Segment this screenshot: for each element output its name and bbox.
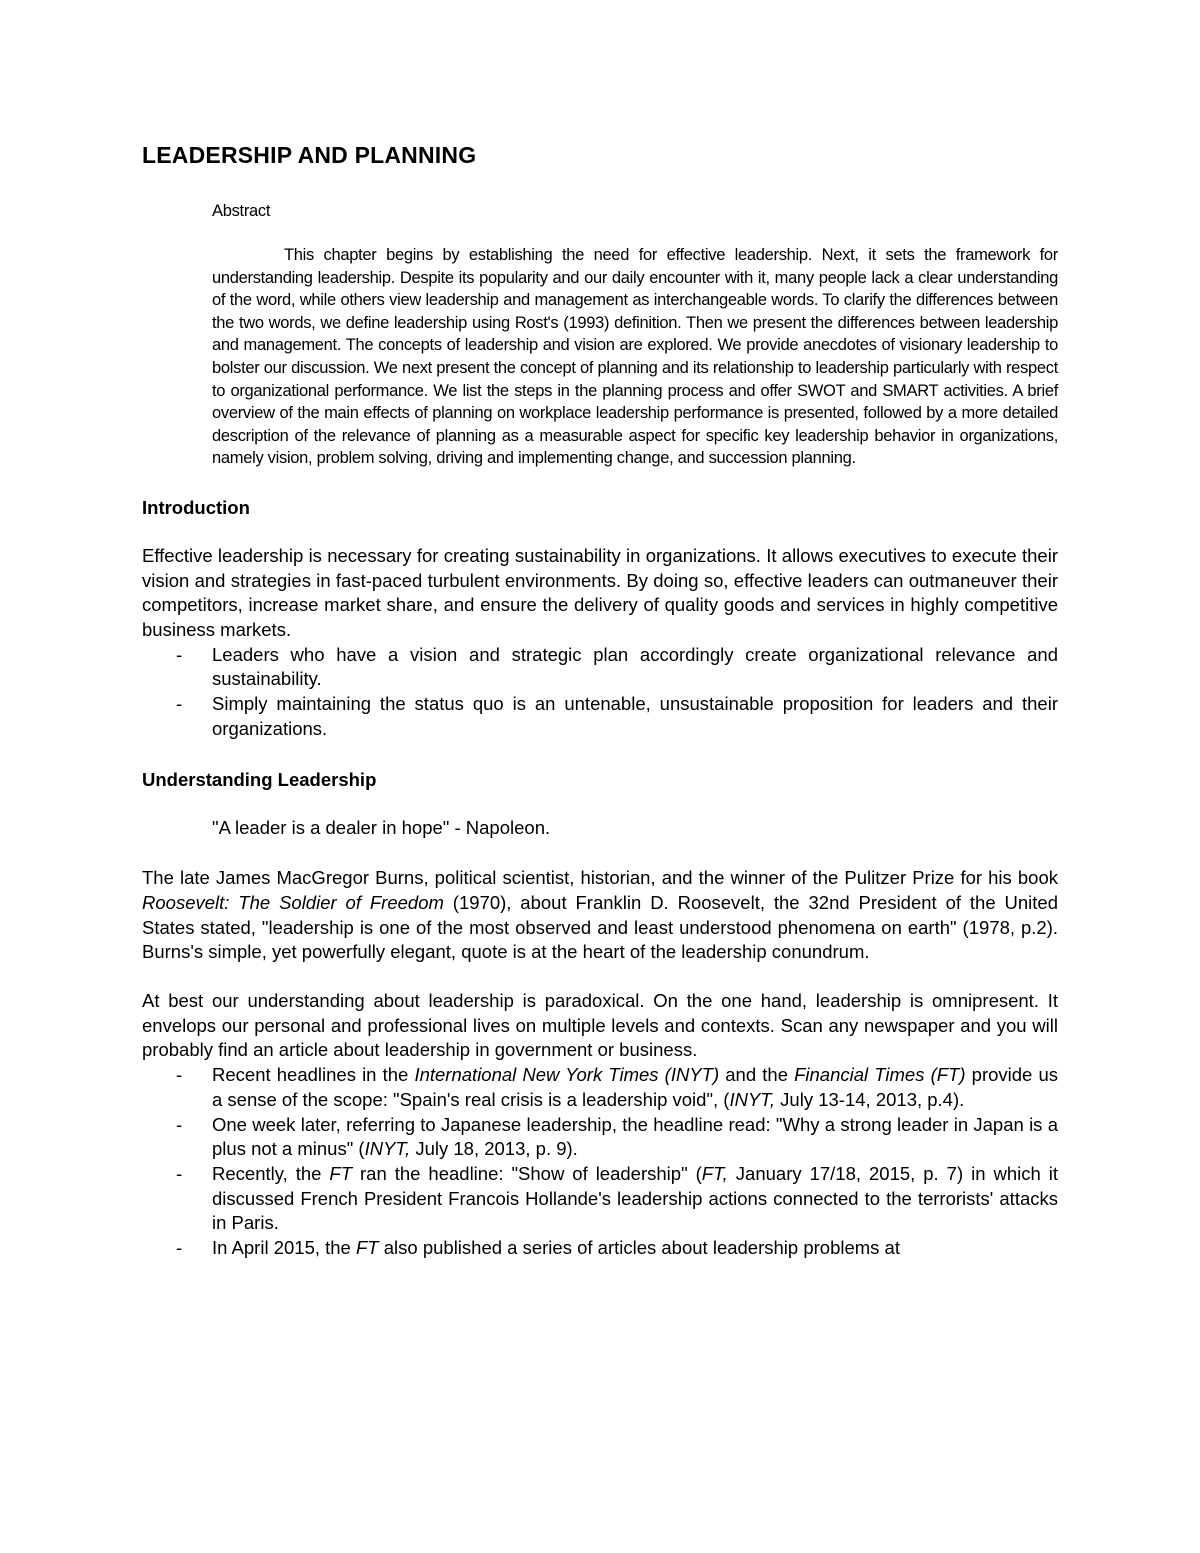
introduction-paragraph: Effective leadership is necessary for creating sustainability in organizations. It allows executives to execute their vision and strategies in fast-paced turbulent environments. By doing so, effective leaders can outmaneuver their competitors, increase market share, and ensure the delivery of quality goods and services in highly competitive business markets.: [142, 544, 1058, 641]
abstract-section: [212, 200, 1058, 470]
bullet-dash: -: [176, 643, 183, 665]
bullet-italic: International New York Times (INYT): [414, 1064, 720, 1086]
bullet-italic: Financial Times (FT): [794, 1064, 966, 1086]
document-title: LEADERSHIP AND PLANNING: [142, 142, 477, 168]
abstract-text: This chapter begins by establishing the need for effective leadership. Next, it sets the framework for understanding leadership. Despite its popularity and our daily encounter with it, many people lack a clear understanding of the word, while others view leadership and management as interchangeable words. To clarify the differences between the two words, we define leadership using Rost's (1993) definition. Then we present the differences between leadership and management. The concepts of leadership and vision are explored. We provide anecdotes of visionary leadership to bolster our discussion. We next present the concept of planning and its relationship to leadership particularly with respect to organizational performance. We list the steps in the planning process and offer SWOT and SMART activities. A brief overview of the main effects of planning on workplace leadership performance is presented, followed by a more detailed description of the relevance of planning as a measurable aspect for specific key leadership behavior in organizations, namely vision, problem solving, driving and implementing change, and succession planning.: [212, 246, 1058, 468]
abstract-label: Abstract: [212, 202, 271, 220]
bullet-text: and the: [719, 1064, 795, 1086]
napoleon-quote: "A leader is a dealer in hope" - Napoleon.: [212, 816, 551, 838]
introduction-heading: Introduction: [142, 496, 250, 518]
introduction-bullet-list: [142, 643, 1058, 742]
bullet-italic: INYT,: [729, 1088, 776, 1110]
list-item: [142, 692, 1058, 741]
burns-text-start: The late James MacGregor Burns, political scientist, historian, and the winner of the Pulitzer Prize for his book: [142, 867, 1058, 889]
bullet-text: Recently, the: [212, 1163, 330, 1184]
list-item: [142, 1236, 1058, 1261]
burns-text-end: (1970), about Franklin D. Roosevelt, the 32nd President of the United States stated, "leadership is one of the most observed and least understood phenomena on earth" (1978, p.2). Burns's simple, yet powerfully elegant, quote is at the heart of the leadership conundrum.: [142, 891, 1058, 963]
bullet-italic: FT,: [701, 1163, 728, 1184]
bullet-text: provide us a sense of the scope: "Spain's real crisis is a leadership void", (: [212, 1064, 1059, 1110]
bullet-dash: -: [176, 1113, 183, 1135]
list-item: [142, 1162, 1058, 1236]
list-item: [142, 1063, 1058, 1112]
paradox-paragraph: At best our understanding about leadership is paradoxical. On the one hand, leadership is omnipresent. It envelops our personal and professional lives on multiple levels and contexts. Scan any newspaper and you will probably find an article about leadership in government or business.: [142, 990, 1058, 1061]
bullet-dash: -: [176, 1237, 183, 1259]
document-page: [142, 140, 1058, 1261]
headlines-bullet-list: [142, 1063, 1058, 1261]
list-item: [142, 643, 1058, 692]
bullet-text: One week later, referring to Japanese leadership, the headline read: "Why a strong leader in Japan is a plus not a minus" (: [212, 1113, 1058, 1160]
bullet-text: Leaders who have a vision and strategic plan accordingly create organizational relevance and sustainability.: [212, 643, 1058, 690]
bullet-dash: -: [176, 693, 183, 715]
bullet-italic: FT: [356, 1237, 379, 1259]
bullet-text: Simply maintaining the status quo is an untenable, unsustainable proposition for leaders and their organizations.: [212, 693, 1058, 739]
bullet-italic: FT: [329, 1163, 353, 1184]
bullet-text: January 17/18, 2015, p. 7) in which it discussed French President Francois Hollande's leadership actions connected to the terrorists' attacks in Paris.: [212, 1163, 1058, 1234]
bullet-text: Recent headlines in the: [212, 1064, 415, 1086]
burns-paragraph: [142, 866, 1058, 965]
book-title: Roosevelt: The Soldier of Freedom: [142, 891, 444, 913]
bullet-italic: INYT,: [364, 1138, 411, 1160]
bullet-text: ran the headline: "Show of leadership" (: [352, 1163, 702, 1184]
understanding-leadership-heading: Understanding Leadership: [142, 768, 377, 790]
bullet-dash: -: [176, 1163, 183, 1184]
bullet-text: In April 2015, the: [212, 1237, 356, 1259]
bullet-text: also published a series of articles about leadership problems at: [378, 1237, 900, 1259]
bullet-text: July 13-14, 2013, p.4).: [775, 1088, 965, 1110]
list-item: [142, 1113, 1058, 1162]
bullet-dash: -: [176, 1064, 183, 1086]
bullet-text: July 18, 2013, p. 9).: [410, 1138, 578, 1160]
